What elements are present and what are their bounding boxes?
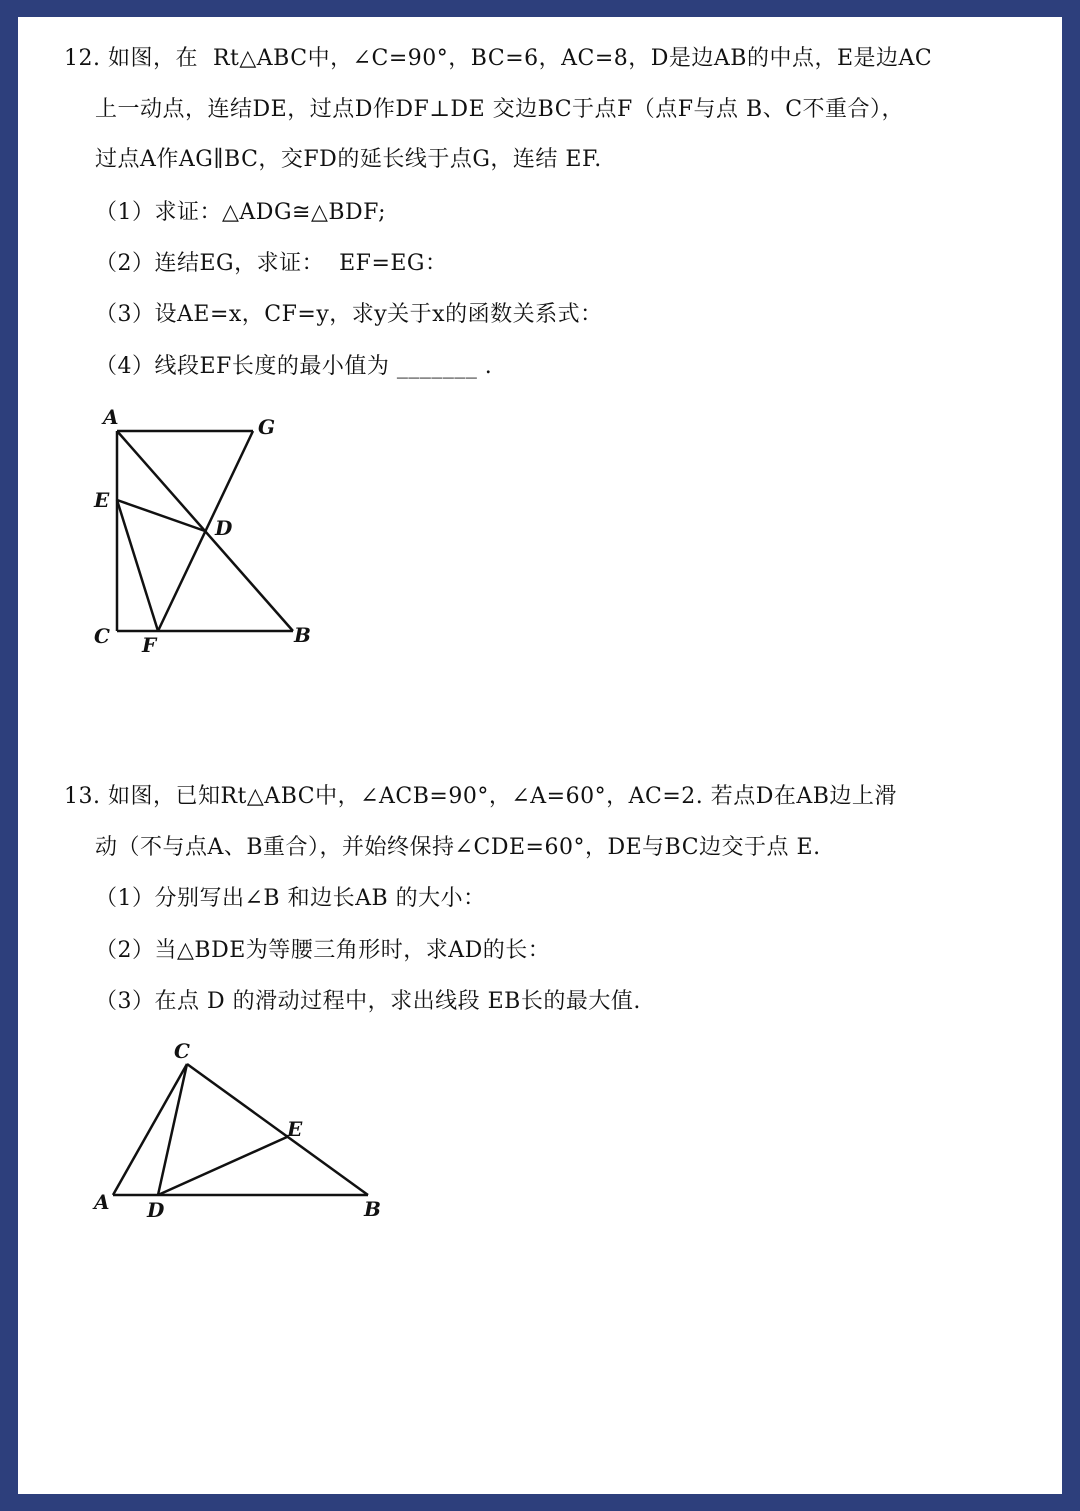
label-g: G — [258, 415, 276, 439]
q12-statement-line-3: 过点A作AG∥BC，交FD的延长线于点G，连结 EF. — [95, 147, 602, 172]
q13-part-1: （1）分别写出∠B 和边长AB 的大小： — [95, 886, 486, 911]
label-a: A — [103, 405, 119, 429]
label-d: D — [215, 516, 233, 540]
label-a: A — [94, 1190, 110, 1214]
label-b: B — [364, 1197, 381, 1221]
q13-statement-line-2: 动（不与点A、B重合），并始终保持∠CDE=60°，DE与BC边交于点 E. — [95, 835, 821, 860]
segment-de — [158, 1137, 287, 1195]
segment-cb — [187, 1064, 368, 1195]
q13-statement-line-1: 13. 如图，已知Rt△ABC中，∠ACB=90°，∠A=60°，AC=2. 若点D在AB边上滑 — [64, 784, 897, 809]
q12-part-1: （1）求证：△ADG≅△BDF; — [95, 200, 387, 225]
q12-part-3: （3）设AE=x，CF=y，求y关于x的函数关系式： — [95, 302, 603, 327]
label-e: E — [94, 488, 110, 512]
label-c: C — [94, 624, 110, 648]
label-d: D — [147, 1198, 165, 1222]
label-b: B — [294, 623, 311, 647]
q12-statement-line-2: 上一动点，连结DE，过点D作DF⊥DE 交边BC于点F（点F与点 B、C不重合）， — [95, 97, 905, 122]
q12-part-4: （4）线段EF长度的最小值为 _______ . — [95, 354, 493, 379]
label-c: C — [174, 1039, 190, 1063]
segment-ac — [113, 1064, 187, 1195]
segment-cd — [158, 1064, 187, 1195]
q13-part-2: （2）当△BDE为等腰三角形时，求AD的长： — [95, 938, 551, 963]
q12-part-2: （2）连结EG，求证： EF=EG： — [95, 251, 448, 276]
q13-part-3: （3）在点 D 的滑动过程中，求出线段 EB长的最大值. — [95, 989, 641, 1014]
label-e: E — [287, 1117, 303, 1141]
label-f: F — [142, 633, 157, 657]
q12-statement-line-1: 12. 如图，在 Rt△ABC中，∠C=90°，BC=6，AC=8，D是边AB的中点，E是边AC — [64, 46, 933, 71]
